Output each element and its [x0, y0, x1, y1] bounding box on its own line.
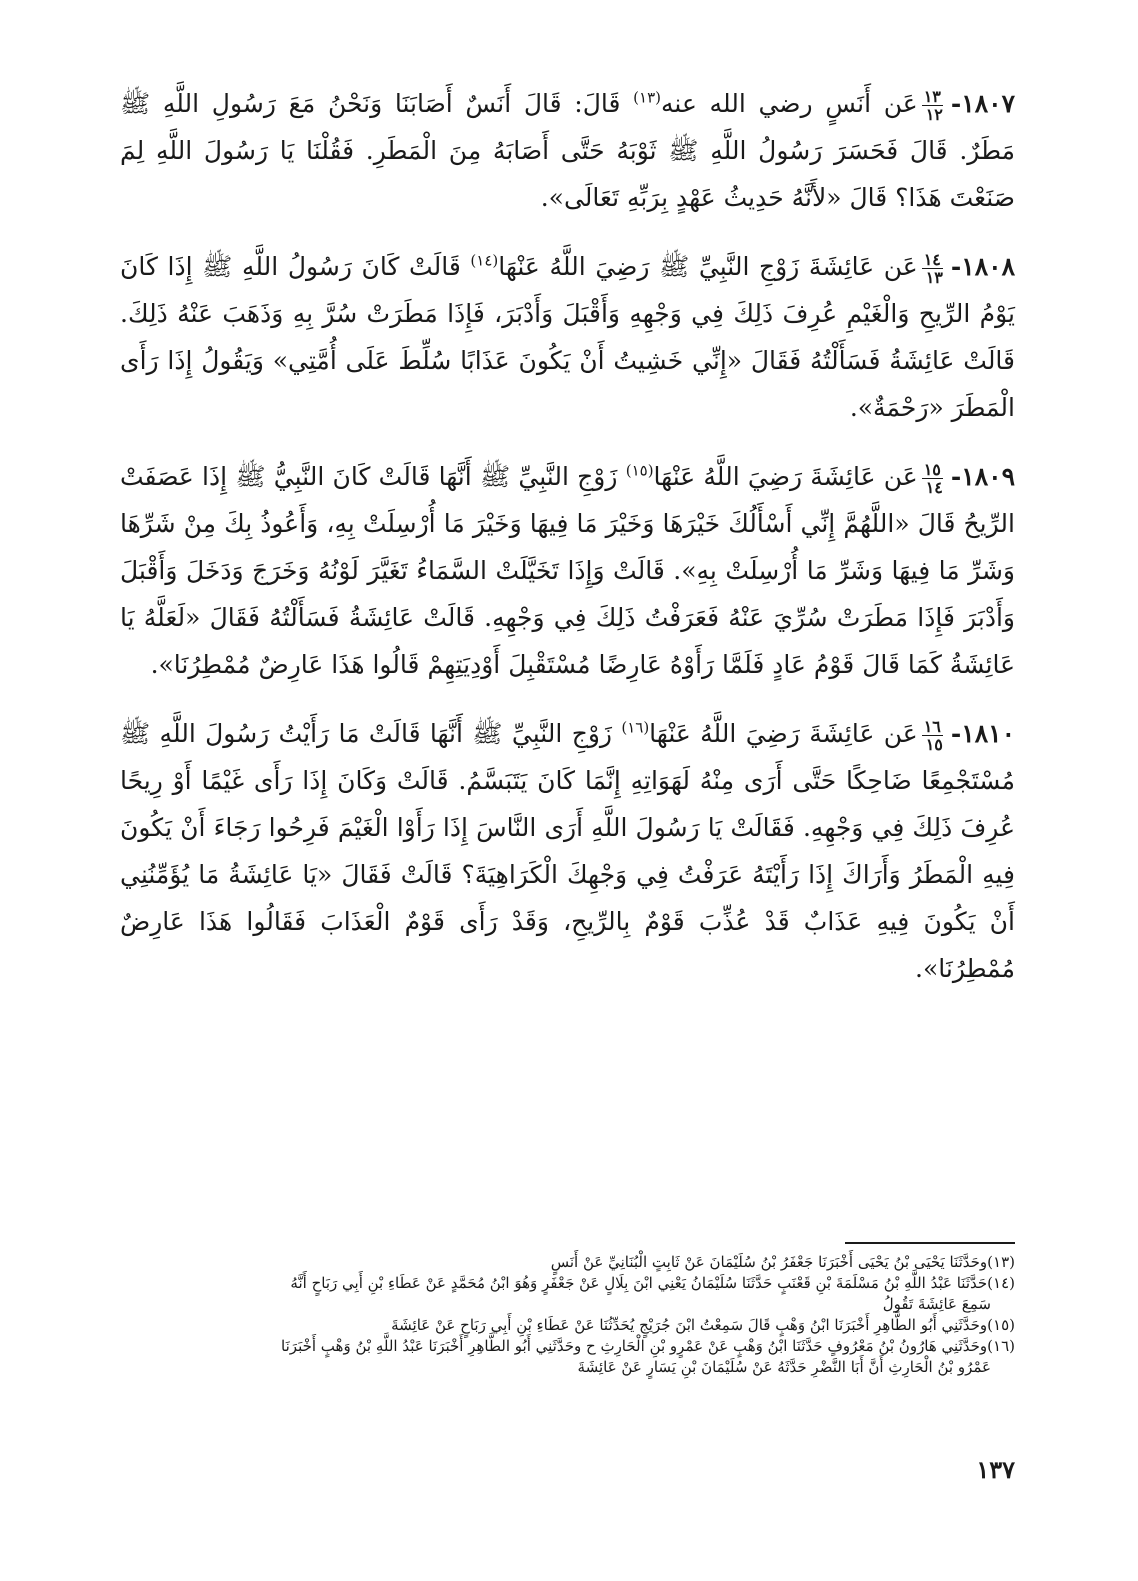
hadith-number: ١٨٠٨-: [950, 252, 1015, 281]
footnote-label: (١٣): [987, 1253, 1015, 1271]
footnote-13: [120, 1252, 1015, 1273]
footnote-16: [120, 1336, 1015, 1378]
hadith-text: عَن عَائِشَةَ زَوْجِ النَّبِيِّ ﷺ رَضِيَ اللَّهُ عَنْهَا: [498, 252, 918, 281]
hadith-text-cont: قَالَتْ كَانَ رَسُولُ اللَّهِ ﷺ إِذَا كَانَ يَوْمُ الرِّيحِ وَالْغَيْمِ عُرِفَ ذَلِكَ فِي وَجْهِهِ وَأَقْبَلَ وَأَدْبَرَ، فَإِذَا مَطَرَتْ سُرَّ بِهِ وَذَهَبَ عَنْهُ ذَلِكَ. قَالَتْ عَائِشَةُ فَسَأَلْتُهُ فَقَالَ «إِنِّي خَشِيتُ أَنْ يَكُونَ عَذَابًا سُلِّطَ عَلَى أُمَّتِي» وَيَقُولُ إِذَا رَأَى الْمَطَرَ «رَحْمَةٌ».: [120, 252, 1015, 422]
page-number: ١٣٧: [976, 1455, 1015, 1484]
hadith-number: ١٨٠٩-: [950, 462, 1015, 491]
hadith-index-fraction: $\frac{١٤}{١٣}$: [923, 250, 943, 287]
footnote-label: (١٦): [987, 1337, 1015, 1355]
footnote-label: (١٥): [987, 1316, 1015, 1334]
hadith-text: عَن عَائِشَةَ رَضِيَ اللَّهُ عَنْهَا: [649, 719, 918, 748]
footnote-14: [120, 1273, 1015, 1315]
hadith-text-cont: زَوْجِ النَّبِيِّ ﷺ أَنَّهَا قَالَتْ كَانَ النَّبِيُّ ﷺ إِذَا عَصَفَتْ الرِّيحُ قَالَ «اللَّهُمَّ إِنِّي أَسْأَلُكَ خَيْرَهَا وَخَيْرَ مَا فِيهَا وَخَيْرَ مَا أُرْسِلَتْ بِهِ، وَأَعُوذُ بِكَ مِنْ شَرِّهَا وَشَرِّ مَا فِيهَا وَشَرِّ مَا أُرْسِلَتْ بِهِ». قَالَتْ وَإِذَا تَخَيَّلَتْ السَّمَاءُ تَغَيَّرَ لَوْنُهُ وَخَرَجَ وَدَخَلَ وَأَقْبَلَ وَأَدْبَرَ فَإِذَا مَطَرَتْ سُرِّيَ عَنْهُ فَعَرَفْتُ ذَلِكَ فِي وَجْهِهِ. قَالَتْ عَائِشَةُ فَسَأَلْتُهُ فَقَالَ «لَعَلَّهُ يَا عَائِشَةُ كَمَا قَالَ قَوْمُ عَادٍ فَلَمَّا رَأَوْهُ عَارِضًا مُسْتَقْبِلَ أَوْدِيَتِهِمْ قَالُوا هَذَا عَارِضٌ مُمْطِرُنَا».: [120, 462, 1015, 679]
hadith-index-fraction: $\frac{١٥}{١٤}$: [923, 460, 943, 497]
footnote-label: (١٤): [987, 1274, 1015, 1292]
hadith-1810: [120, 710, 1015, 992]
hadith-text: عَن عَائِشَةَ رَضِيَ اللَّهُ عَنْهَا: [653, 462, 918, 491]
hadith-index-fraction: $\frac{١٣}{١٢}$: [923, 87, 943, 124]
hadith-index-fraction: $\frac{١٦}{١٥}$: [923, 717, 943, 754]
footnote-ref: (١٣): [633, 88, 661, 107]
footnote-ref: (١٤): [470, 251, 499, 270]
footnote-ref: (١٥): [625, 461, 654, 480]
footnote-text: وحَدَّثَنِي هَارُونُ بْنُ مَعْرُوفٍ حَدَّثَنَا ابْنُ وَهْبٍ عَنْ عَمْرٍو بْنِ الْحَارِثِ ح وحَدَّثَنِي أَبُو الطَّاهِرِ أَخْبَرَنَا عَبْدُ اللَّهِ بْنُ وَهْبٍ أَخْبَرَنَا: [281, 1337, 988, 1355]
footnote-text: حَدَّثَنَا عَبْدُ اللَّهِ بْنُ مَسْلَمَةَ بْنِ قَعْنَبٍ حَدَّثَنَا سُلَيْمَانُ يَعْنِي ابْنَ بِلَالٍ عَنْ جَعْفَرٍ وَهُوَ ابْنُ مُحَمَّدٍ عَنْ عَطَاءِ بْنِ أَبِي رَبَاحٍ أَنَّهُ: [290, 1274, 988, 1292]
hadith-number: ١٨٠٧-: [950, 89, 1015, 118]
book-page: [120, 80, 1015, 1520]
footnote-15: [120, 1315, 1015, 1336]
footnote-text: وحَدَّثَنِي أَبُو الطَّاهِرِ أَخْبَرَنَا ابْنُ وَهْبٍ قَالَ سَمِعْتُ ابْنَ جُرَيْجٍ يُحَدِّثُنَا عَنْ عَطَاءِ بْنِ أَبِي رَبَاحٍ عَنْ عَائِشَةَ: [391, 1316, 988, 1334]
hadith-text-cont: زَوْجِ النَّبِيِّ ﷺ أَنَّهَا قَالَتْ مَا رَأَيْتُ رَسُولَ اللَّهِ ﷺ مُسْتَجْمِعًا ضَاحِكًا حَتَّى أَرَى مِنْهُ لَهَوَاتِهِ إِنَّمَا كَانَ يَتَبَسَّمُ. قَالَتْ وَكَانَ إِذَا رَأَى غَيْمًا أَوْ رِيحًا عُرِفَ ذَلِكَ فِي وَجْهِهِ. فَقَالَتْ يَا رَسُولَ اللَّهِ أَرَى النَّاسَ إِذَا رَأَوْا الْغَيْمَ فَرِحُوا رَجَاءَ أَنْ يَكُونَ فِيهِ الْمَطَرُ وَأَرَاكَ إِذَا رَأَيْتَهُ عَرَفْتُ فِي وَجْهِكَ الْكَرَاهِيَةَ؟ قَالَتْ فَقَالَ «يَا عَائِشَةُ مَا يُؤَمِّنُنِي أَنْ يَكُونَ فِيهِ عَذَابٌ قَدْ عُذِّبَ قَوْمٌ بِالرِّيحِ، وَقَدْ رَأَى قَوْمٌ الْعَذَابَ فَقَالُوا هَذَا عَارِضٌ مُمْطِرُنَا».: [120, 719, 1015, 983]
footnote-text-cont: عَمْرُو بْنُ الْحَارِثِ أَنَّ أَبَا النَّضْرِ حَدَّثَهُ عَنْ سُلَيْمَانَ بْنِ يَسَارٍ عَنْ عَائِشَةَ: [577, 1358, 991, 1376]
footnote-text-cont: سَمِعَ عَائِشَةَ تَقُولُ: [882, 1295, 991, 1313]
hadith-1808: [120, 243, 1015, 431]
hadith-text: عَن أَنَسٍ رضي الله عنه: [661, 89, 918, 118]
footnote-divider: [845, 1242, 1015, 1244]
footnote-text: وحَدَّثَنَا يَحْيَى بْنُ يَحْيَى أَخْبَرَنَا جَعْفَرُ بْنُ سُلَيْمَانَ عَنْ ثَابِتٍ الْبُنَانِيِّ عَنْ أَنَسٍ: [550, 1253, 988, 1271]
footnote-ref: (١٦): [621, 718, 650, 737]
hadith-number: ١٨١٠-: [950, 719, 1015, 748]
hadith-1807: [120, 80, 1015, 221]
hadith-text-cont: قَالَ: قَالَ أَنَسٌ أَصَابَنَا وَنَحْنُ مَعَ رَسُولِ اللَّهِ ﷺ مَطَرٌ. قَالَ فَحَسَرَ رَسُولُ اللَّهِ ﷺ ثَوْبَهُ حَتَّى أَصَابَهُ مِنَ الْمَطَرِ. فَقُلْنَا يَا رَسُولَ اللَّهِ لِمَ صَنَعْتَ هَذَا؟ قَالَ «لأَنَّهُ حَدِيثُ عَهْدٍ بِرَبِّهِ تَعَالَى».: [120, 89, 1015, 212]
hadith-1809: [120, 453, 1015, 688]
footnotes-section: [120, 1242, 1015, 1378]
